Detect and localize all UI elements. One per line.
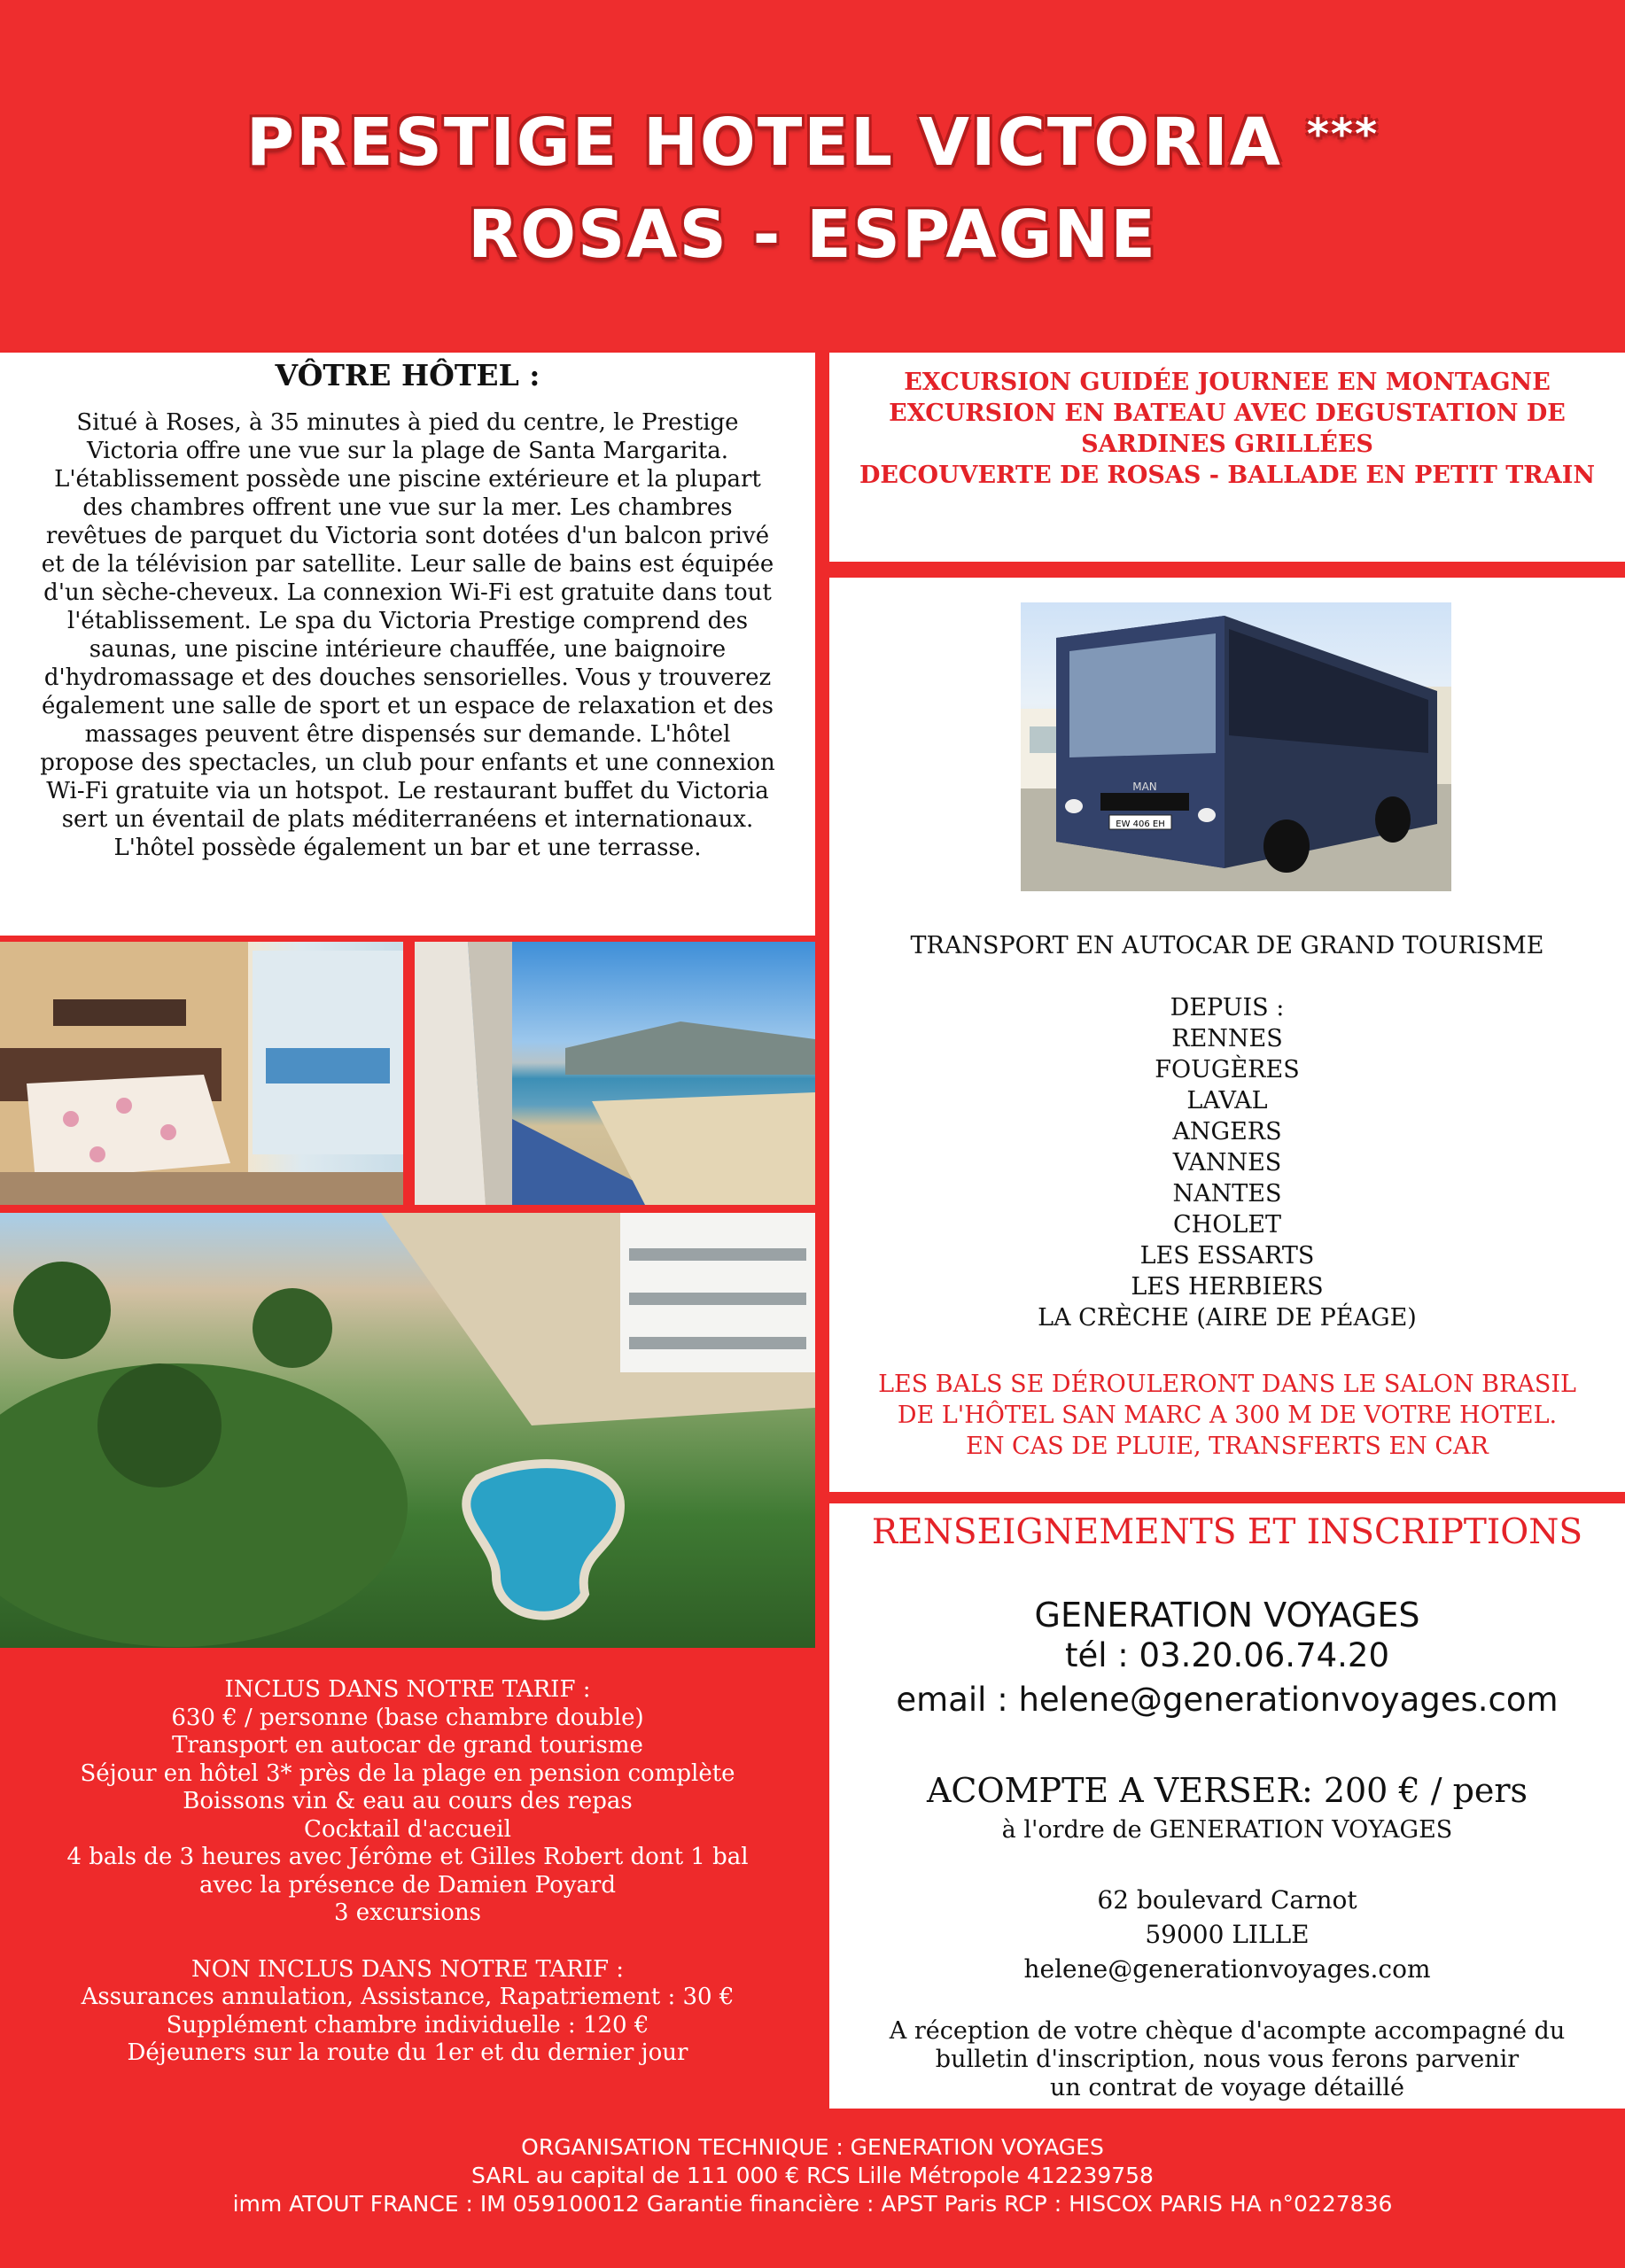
bus-brand: MAN [1132,781,1157,793]
pool-illustration [0,1213,815,1648]
inclus-item: Transport en autocar de grand tourisme [172,1732,643,1759]
departure-city: FOUGÈRES [1155,1056,1300,1084]
bals-line: LES BALS SE DÉROULERONT DANS LE SALON BRASIL [878,1371,1576,1398]
departure-city: ANGERS [1172,1118,1282,1146]
departure-city: RENNES [1171,1025,1283,1052]
footer-line: imm ATOUT FRANCE : IM 059100012 Garantie financière : APST Paris RCP : HISCOX PARIS HA n°0227836 [232,2191,1393,2217]
inclus-item: Cocktail d'accueil [304,1815,511,1843]
inclus-item: 3 excursions [334,1899,481,1926]
info-heading: RENSEIGNEMENTS ET INSCRIPTIONS [871,1512,1583,1552]
address-line: helene@generationvoyages.com [1023,1954,1431,1984]
hotel-description: Situé à Roses, à 35 minutes à pied du centre, le Prestige Victoria offre une vue sur la plage de Santa Margarita. L'établissement possède une piscine extérieure et la plupart des chambres offrent une vue sur la mer. Les chambres revêtues de parquet du Victoria sont dotées d'un balcon privé et de la télévision par satellite. Leur salle de bains est équipée d'un sèche-cheveux. La connexion Wi-Fi est gratuite dans tout l'établissement. Le spa du Victoria Prestige comprend des saunas, une piscine intérieure chauffée, une baignoire d'hydromassage et des douches sensorielles. Vous y trouverez également une salle de sport et un espace de relaxation et des massages peuvent être dispensés sur demande. L'hôtel propose des spectacles, un club pour enfants et une connexion Wi-Fi gratuite via un hotspot. Le restaurant buffet du Victoria sert un éventail de plats méditerranéens et internationaux. L'hôtel possède également un bar et une terrasse. [40,409,775,861]
non-inclus-item: Supplément chambre individuelle : 120 € [166,2011,649,2039]
excursion-item: EXCURSION GUIDÉE JOURNEE EN MONTAGNE [904,369,1551,396]
inclus-item: 4 bals de 3 heures avec Jérôme et Gilles Robert dont 1 bal [66,1844,749,1870]
address-line: 62 boulevard Carnot [1097,1885,1357,1915]
departure-city: NANTES [1172,1180,1282,1208]
excursions-panel [829,353,1625,562]
receipt-notice [829,2017,1625,2102]
receipt-line: bulletin d'inscription, nous vous ferons parvenir [935,2046,1520,2073]
departure-city: LA CRÈCHE (AIRE DE PÉAGE) [1038,1304,1417,1332]
bus-plate: EW 406 EH [1116,819,1165,829]
hotel-stars: *** [1306,110,1380,159]
bals-line: EN CAS DE PLUIE, TRANSFERTS EN CAR [966,1433,1489,1460]
spacer [0,1928,815,1956]
transport-panel [829,578,1625,1492]
hotel-heading: VÔTRE HÔTEL : [275,358,540,392]
location-title: ROSAS - ESPAGNE [468,197,1157,273]
bals-line: DE L'HÔTEL SAN MARC A 300 M DE VOTRE HOTEL. [897,1402,1558,1429]
room-illustration [0,942,403,1205]
inclus-heading: INCLUS DANS NOTRE TARIF : [224,1676,591,1703]
inclus-item: 630 € / personne (base chambre double) [171,1704,644,1731]
departure-city: LES ESSARTS [1139,1242,1315,1270]
departure-city: VANNES [1172,1149,1282,1177]
coach-bus-illustration [1021,602,1451,891]
address-line: 59000 LILLE [1145,1920,1310,1949]
non-inclus-heading: NON INCLUS DANS NOTRE TARIF : [190,1955,625,1983]
tarif-section [0,1650,815,2110]
excursion-item: DECOUVERTE DE ROSAS - BALLADE EN PETIT TRAIN [859,462,1596,489]
hotel-room-photo [0,942,403,1205]
header-banner [0,0,1625,350]
hotel-title [0,105,1625,181]
footer [0,2116,1625,2268]
info-panel [829,1503,1625,2109]
inclus-item: avec la présence de Damien Poyard [199,1871,616,1899]
transport-label: TRANSPORT EN AUTOCAR DE GRAND TOURISME [910,932,1544,959]
postal-address [829,1883,1625,1986]
pool-garden-photo [0,1213,815,1648]
bals-notice [829,1369,1625,1462]
beach-balcony-photo [415,942,815,1205]
company-email: email : helene@generationvoyages.com [896,1681,1559,1719]
hotel-name: PRESTIGE HOTEL VICTORIA [245,105,1283,181]
excursion-item: EXCURSION EN BATEAU AVEC DEGUSTATION DE SARDINES GRILLÉES [889,400,1566,458]
coach-bus-photo [1021,602,1451,891]
inclus-item: Boissons vin & eau au cours des repas [183,1788,633,1814]
company-name: GENERATION VOYAGES [1034,1596,1420,1635]
footer-line: ORGANISATION TECHNIQUE : GENERATION VOYAGES [521,2134,1104,2160]
receipt-line: A réception de votre chèque d'acompte accompagné du [889,2017,1566,2045]
non-inclus-item: Déjeuners sur la route du 1er et du dernier jour [127,2039,688,2066]
hotel-description-panel [0,353,815,936]
beach-illustration [415,942,815,1205]
deposit-payee: à l'ordre de GENERATION VOYAGES [1001,1816,1453,1844]
non-inclus-item: Assurances annulation, Assistance, Rapatriement : 30 € [81,1984,735,2010]
departure-city: LAVAL [1186,1087,1268,1115]
footer-line: SARL au capital de 111 000 € RCS Lille Métropole 412239758 [471,2163,1154,2188]
departure-city: LES HERBIERS [1131,1273,1324,1301]
company-phone: tél : 03.20.06.74.20 [1065,1636,1389,1674]
inclus-item: Séjour en hôtel 3* près de la plage en pension complète [80,1759,735,1787]
departure-city: CHOLET [1173,1211,1281,1239]
departures-heading: DEPUIS : [1170,994,1285,1021]
deposit-amount: ACOMPTE A VERSER: 200 € / pers [926,1771,1528,1810]
receipt-line: un contrat de voyage détaillé [1049,2074,1405,2101]
